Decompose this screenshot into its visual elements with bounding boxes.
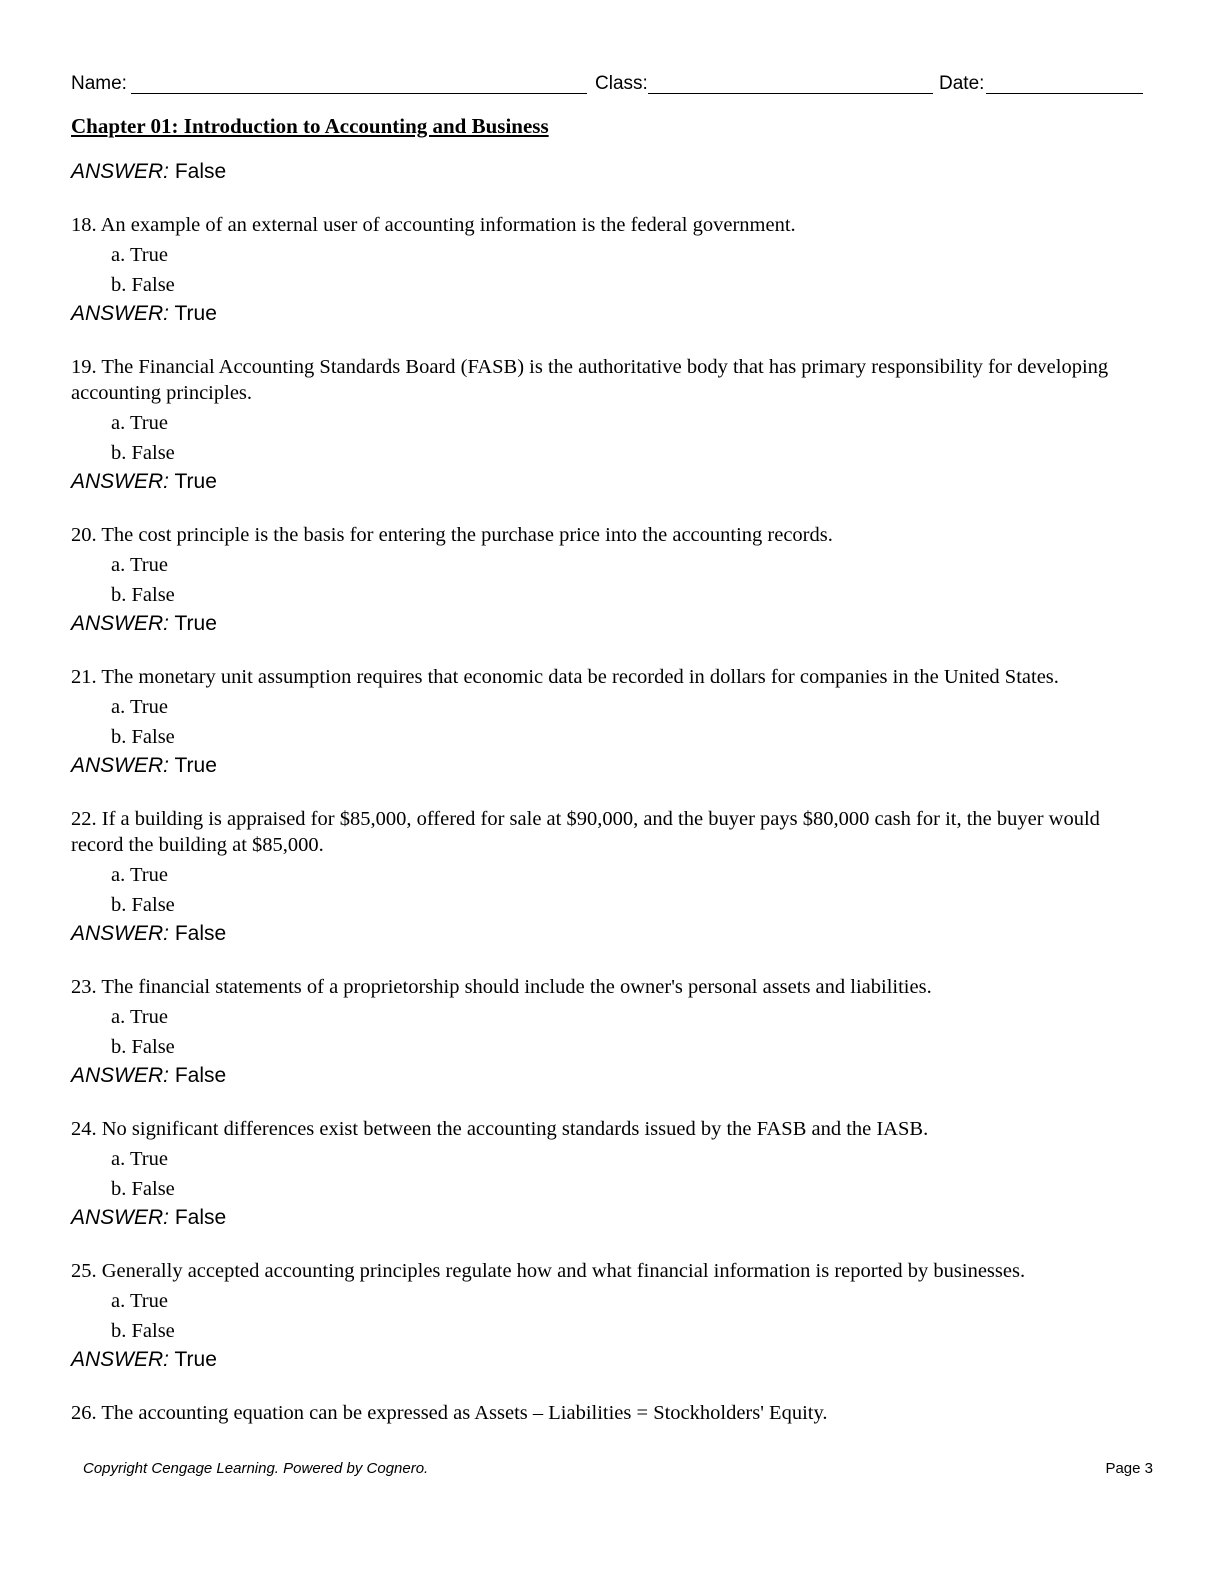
answer [71,920,1151,948]
option-true: a. True [111,412,168,434]
answer-value: False [174,160,227,183]
option-false: b. False [111,584,175,606]
answer [71,300,1151,328]
page-number: Page 3 [1105,1460,1153,1477]
answer [71,752,1151,780]
date-label: Date: [939,73,985,94]
name-blank-line [131,93,587,94]
answer-value: True [174,302,217,325]
option-false: b. False [111,442,175,464]
question-text: 25. Generally accepted accounting principles regulate how and what financial information is reported by businesses. [71,1260,1026,1282]
question-20 [71,522,1151,638]
question-26 [71,1400,1151,1426]
class-blank-line [648,93,933,94]
answer [71,468,1151,496]
option-true: a. True [111,1290,168,1312]
answer-label: ANSWER: [71,1064,170,1087]
question-list [71,158,1151,1452]
option-false: b. False [111,894,175,916]
answer [71,610,1151,638]
answer-value: True [174,1348,217,1371]
copyright-footer: Copyright Cengage Learning. Powered by Cognero. [83,1460,429,1477]
option-true: a. True [111,864,168,886]
question-22 [71,806,1151,948]
date-blank-line [986,93,1143,94]
question-24 [71,1116,1151,1232]
answer-label: ANSWER: [71,1348,170,1371]
answer-value: False [174,922,227,945]
option-true: a. True [111,244,168,266]
question-25 [71,1258,1151,1374]
answer-label: ANSWER: [71,160,170,183]
option-false: b. False [111,1320,175,1342]
answer-label: ANSWER: [71,470,170,493]
answer [71,1204,1151,1232]
option-true: a. True [111,554,168,576]
question-text: 22. If a building is appraised for $85,000, offered for sale at $90,000, and the buyer pays $80,000 cash for it, the buyer would record the building at $85,000. [71,808,1100,856]
answer-value: True [174,754,217,777]
answer-label: ANSWER: [71,612,170,635]
answer-value: False [174,1064,227,1087]
chapter-title: Chapter 01: Introduction to Accounting and Business [71,114,549,138]
answer [71,1062,1151,1090]
option-false: b. False [111,1036,175,1058]
option-false: b. False [111,1178,175,1200]
option-true: a. True [111,1006,168,1028]
student-info-header [71,70,1143,98]
answer-value: False [174,1206,227,1229]
question-text: 18. An example of an external user of accounting information is the federal government. [71,214,796,236]
question-19 [71,354,1151,496]
question-18 [71,212,1151,328]
question-23 [71,974,1151,1090]
question-text: 19. The Financial Accounting Standards Board (FASB) is the authoritative body that has primary responsibility for developing accounting principles. [71,356,1109,404]
class-label: Class: [595,73,648,94]
option-true: a. True [111,1148,168,1170]
name-label: Name: [71,73,127,94]
answer [71,1346,1151,1374]
option-true: a. True [111,696,168,718]
answer-label: ANSWER: [71,1206,170,1229]
answer-value: True [174,470,217,493]
question-text: 26. The accounting equation can be expressed as Assets – Liabilities = Stockholders' Equity. [71,1402,828,1424]
question-text: 21. The monetary unit assumption requires that economic data be recorded in dollars for companies in the United States. [71,666,1059,688]
question-text: 20. The cost principle is the basis for entering the purchase price into the accounting records. [71,524,833,546]
question-21 [71,664,1151,780]
question-text: 24. No significant differences exist between the accounting standards issued by the FASB and the IASB. [71,1118,929,1140]
previous-answer [71,158,1151,186]
answer-label: ANSWER: [71,754,170,777]
answer-label: ANSWER: [71,302,170,325]
question-text: 23. The financial statements of a proprietorship should include the owner's personal assets and liabilities. [71,976,932,998]
option-false: b. False [111,274,175,296]
option-false: b. False [111,726,175,748]
answer-value: True [174,612,217,635]
answer-label: ANSWER: [71,922,170,945]
